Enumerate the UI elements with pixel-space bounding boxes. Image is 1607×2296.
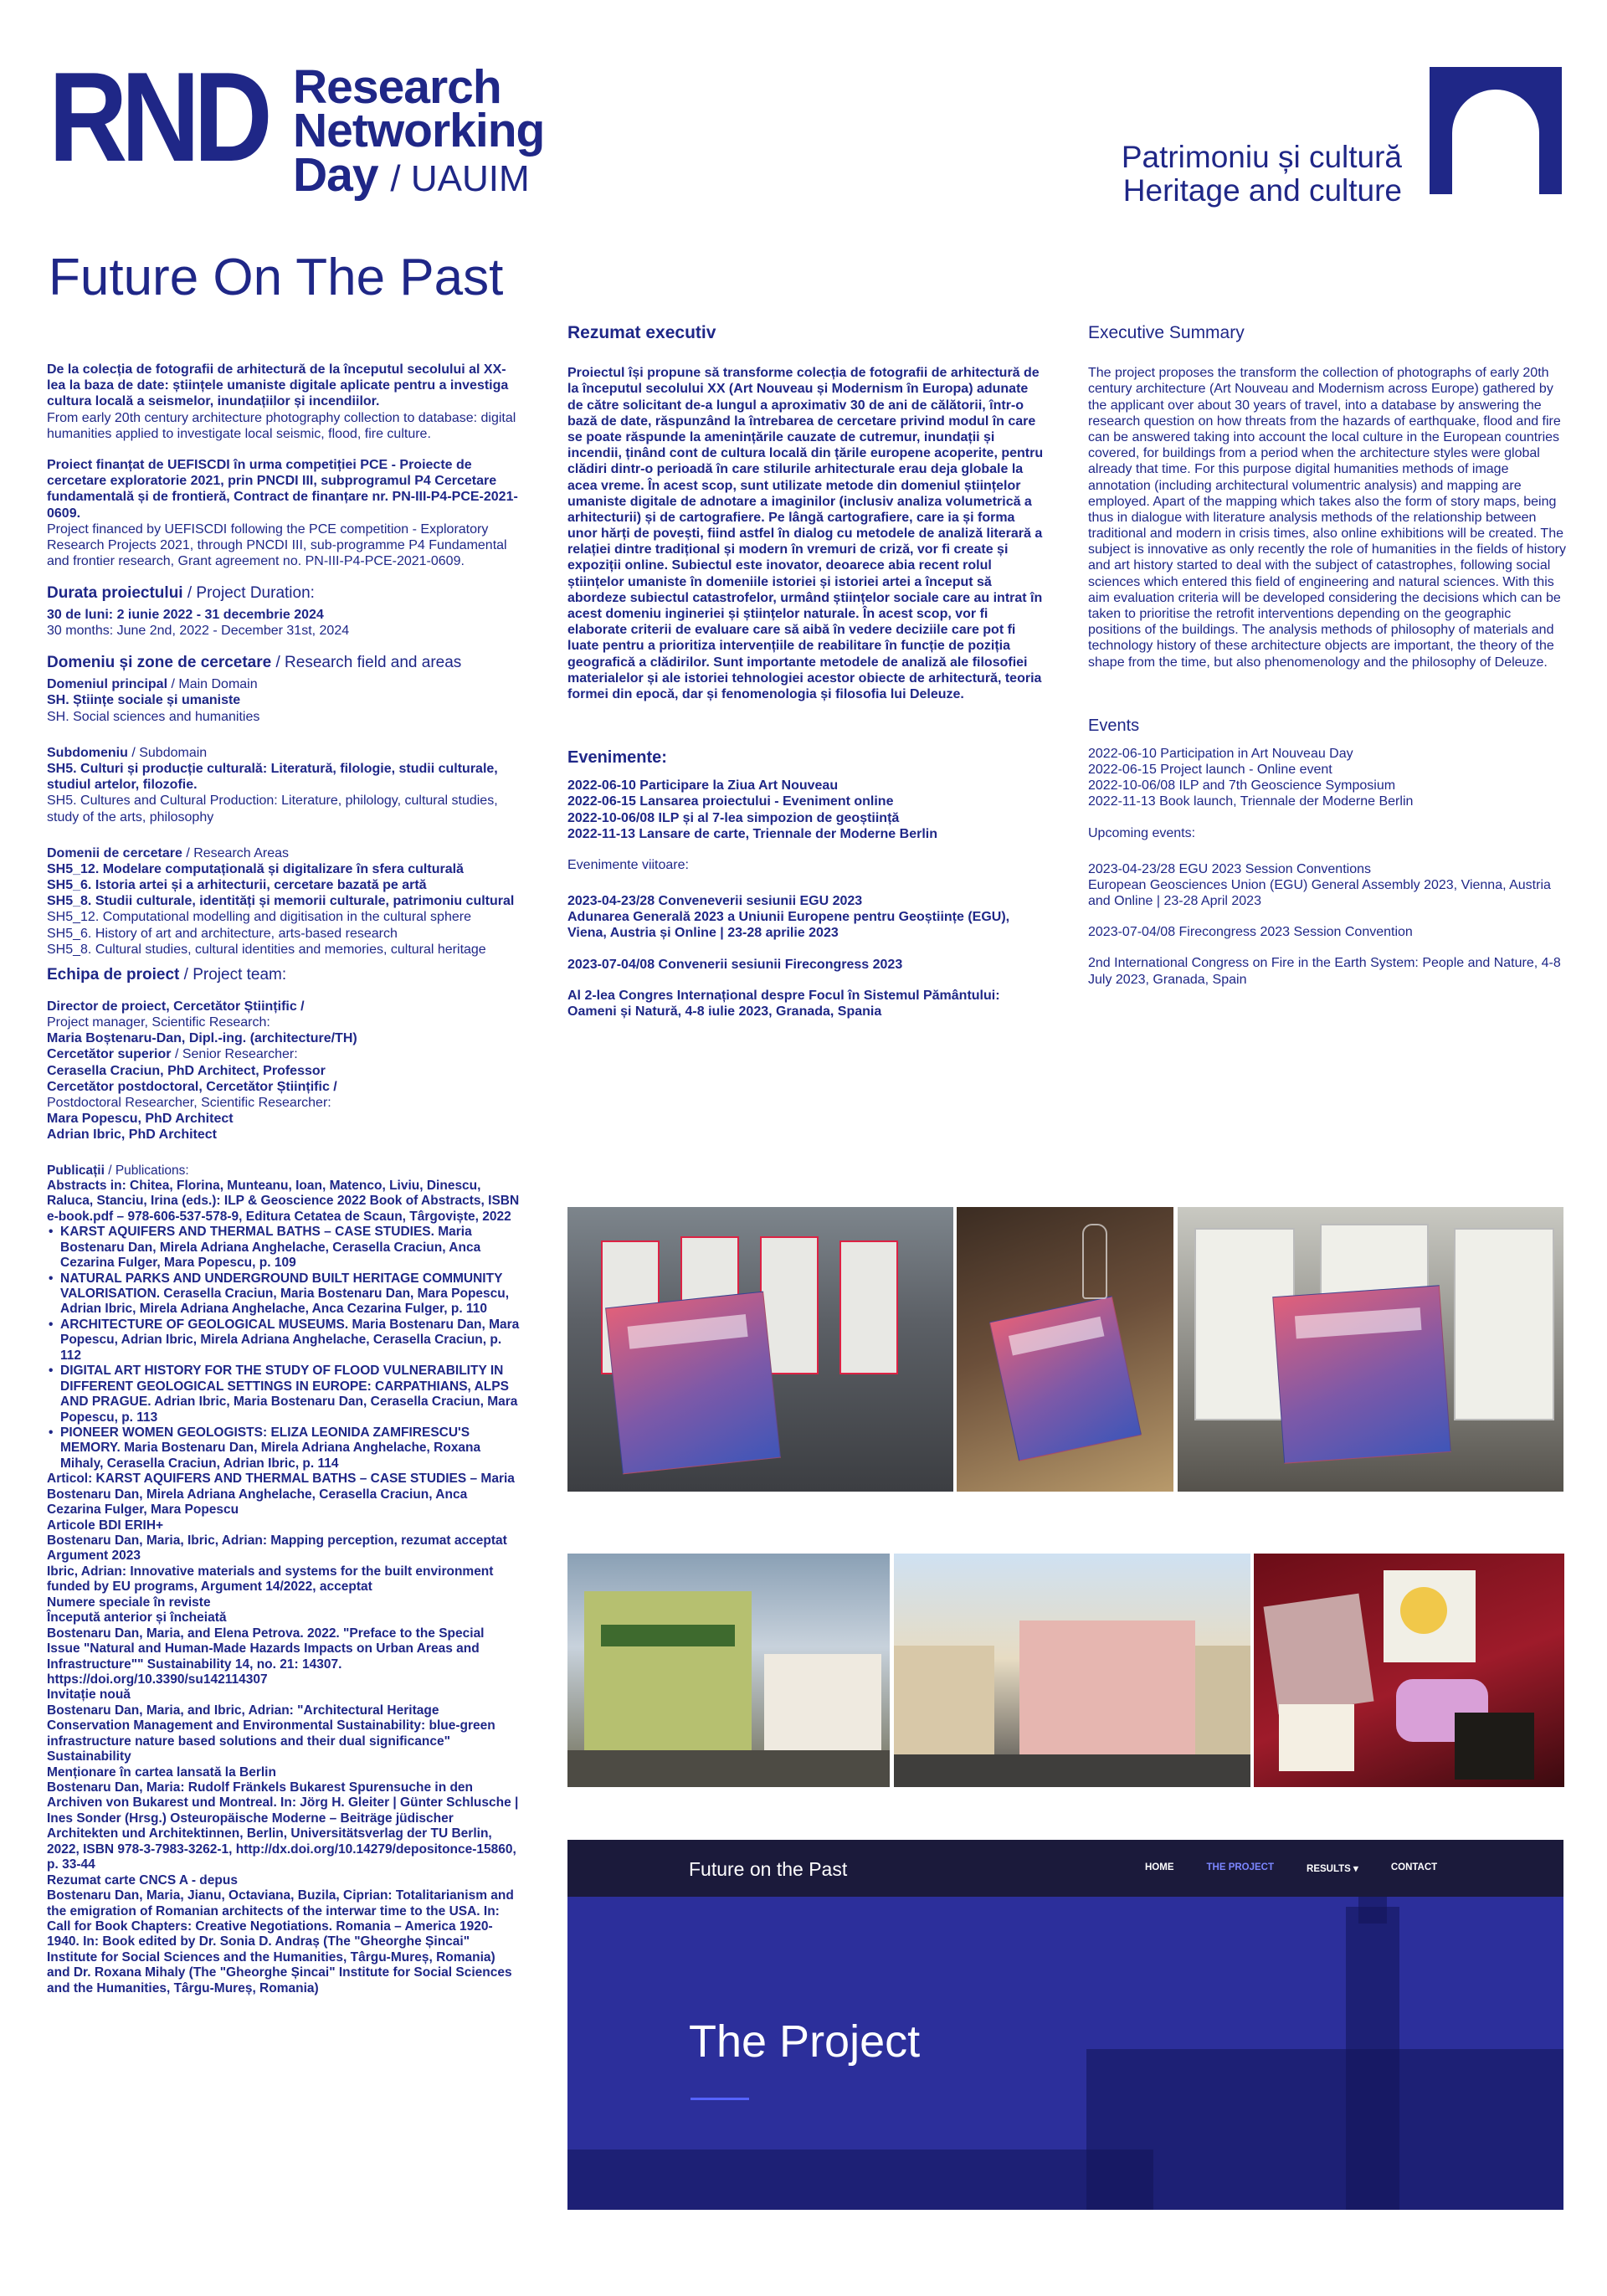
- events-title-en: Events: [1088, 716, 1140, 735]
- brand-suffix: / UAUIM: [390, 157, 530, 199]
- team-label-en: / Project team:: [183, 966, 287, 984]
- pub-label-en: / Publications:: [108, 1163, 189, 1178]
- area-ro: SH5_6. Istoria artei și a arhitecturii, cercetare bazată pe artă: [47, 878, 427, 893]
- pub-entry: Menționare în cartea lansată la Berlin: [47, 1764, 276, 1780]
- subdomain-label-en: / Subdomain: [131, 745, 208, 760]
- area-ro: SH5_8. Studii culturale, identități și memorii culturale, patrimoniu cultural: [47, 894, 515, 909]
- main-domain-ro: SH. Științe sociale și umaniste: [47, 693, 241, 708]
- event-item-ro: 2022-06-10 Participare la Ziua Art Nouveau: [567, 778, 839, 794]
- summary-en: The project proposes the transform the collection of photographs of early 20th century architecture (Art Nouveau and Modernism across Europe) gathered by the applicant over about 30 years of travel, into a database by answering the research question on how threats from the hazards of earthquake, flood and fire can be answered taking into account the local culture in the European countries covered, for buildings from a period when the architecture styles were global already that time. For this purpose digital humanities methods of image annotation (including architectural volumentric analysis) and mapping are employed. Apart of the mapping which takes also the form of story maps, being thus in dialogue with literature analysis methods of the relationship between traditional and modern in crisis times, also online exhibitions will be created. The subject is innovative as only recently the role of humanities in the fields of history and art history started to deal with the subject of catastrophes, following social sciences which entered this field of engineering and natural sciences. With this aim evaluation criteria will be developed considering the decisions which can be taken to prioritise the retrofit interventions depending on the geographic positions of the buildings. The analysis methods of philosophy of materials and technology history of these architecture objects are important, the theory of the shape from the time, but also phenomenology and the philosophy of Deleuze.: [1088, 366, 1566, 670]
- director-name: Maria Boștenaru-Dan, Dipl.-ing. (architecture/TH): [47, 1031, 357, 1046]
- director-role-en: Project manager, Scientific Research:: [47, 1015, 270, 1030]
- event-item-ro: 2022-06-15 Lansarea proiectului - Eveniment online: [567, 794, 894, 809]
- funding-en: Project financed by UEFISCDI following the PCE competition - Exploratory Research Projects 2021, through PNCDI III, sub-programme P4 Fundamental and frontier research, Grant agreement no. PN-III-P4-PCE-2021-0609.: [47, 521, 507, 569]
- pub-list-item: • DIGITAL ART HISTORY FOR THE STUDY OF FLOOD VULNERABILITY IN DIFFERENT GEOLOGICAL SETTINGS IN EUROPE: CARPATHIANS, ALPS AND PRAGUE. Adrian Ibric, Maria Bostenaru Dan, Cerasella Craciun, Mara Popescu, p. 113: [47, 1364, 520, 1425]
- subdomain-label-ro: Subdomeniu: [47, 745, 128, 760]
- photo-exhibition-book: [567, 1207, 953, 1492]
- pub-list-item: • ARCHITECTURE OF GEOLOGICAL MUSEUMS. Maria Bostenaru Dan, Mara Popescu, Adrian Ibric, Mirela Adriana Anghelache, Cerasella Craciun, p. 112: [47, 1318, 520, 1364]
- upcoming-item-en: 2023-07-04/08 Firecongress 2023 Session Convention: [1088, 925, 1413, 940]
- summary-ro: Proiectul își propune să transforme colecția de fotografii de arhitectură de la începutul secolului XX (Art Nouveau și Modernism în Europa) adunate de către solicitant de-a lungul a aproximativ 30 de ani de călătorii, într-o bază de date, răspunzând la întrebarea de cercetare privind modul în care se poate răspunde la amenințările cauzate de cutremur, inundații și incendii, ținând cont de cultura locală din țările europene acoperite, pentru clădiri dintr-o perioadă în care stilurile arhitecturale erau deja globale la acea vreme. În acest scop, sunt utilizate metode din domeniul științelor umaniste digitale de adnotare a imaginilor (inclusiv analiza volumetrică a arhitecturii) și de cartografiere. Pe lângă cartografiere, care ia și forma unor hărți de povești, fiind astfel în dialog cu metodele de analiză literară a relației dintre tradițional și modern în vremuri de criză, vor fi create și expoziții online. Subiectul este inovator, deoarece abia recent rolul științelor umaniste în domeniile istoriei și istoriei artei a început să abordeze subiectul catastrofelor, urmând științelor sociale care au intrat în acest domeniu ingineriei și științelor naturale. În acest scop, vor fi elaborate criterii de evaluare care să aibă în vedere deciziile care pot fi luate pentru a prioritiza intervențiile de reabilitare în funcție de poziția geografică a clădirilor. Sunt importante metodele de analiză ale filosofiei materialelor și ale istoriei tehnologiei acestor obiecte de arhitectură, teoria formei din epocă, dar și fenomenologia și filosofia lui Deleuze.: [567, 366, 1044, 701]
- pub-list-item: • NATURAL PARKS AND UNDERGROUND BUILT HERITAGE COMMUNITY VALORISATION. Cerasella Craciun, Maria Bostenaru Dan, Mara Popescu, Adrian Ibric, Mirela Adriana Anghelache, Anca Cezarina Fulger, p. 110: [47, 1271, 520, 1318]
- main-domain-label-ro: Domeniul principal: [47, 677, 168, 692]
- areas-label-en: / Research Areas: [186, 845, 290, 860]
- events-title-ro: Evenimente:: [567, 748, 667, 768]
- event-item-en: 2022-06-15 Project launch - Online event: [1088, 762, 1332, 777]
- heritage-arch-icon: [1430, 67, 1562, 194]
- theme-label: [1122, 141, 1402, 208]
- photo-book-panels: [1178, 1207, 1563, 1492]
- pub-entry: Rezumat carte CNCS A - depus: [47, 1872, 238, 1888]
- funding-ro: Proiect finanțat de UEFISCDI în urma competiției PCE - Proiecte de cercetare exploratorie 2021, prin PNCDI III, subprogramul P4 Cercetare fundamentală și de frontieră, Contract de finanțare nr. PN-III-P4-PCE-2021-0609.: [47, 457, 518, 521]
- website-brand[interactable]: Future on the Past: [689, 1858, 848, 1880]
- event-item-en: 2022-06-10 Participation in Art Nouveau Day: [1088, 746, 1353, 761]
- field-label-ro: Domeniu și zone de cercetare: [47, 654, 272, 672]
- nav-home[interactable]: HOME: [1145, 1862, 1174, 1872]
- duration-en: 30 months: June 2nd, 2022 - December 31st, 2024: [47, 624, 350, 639]
- pub-entry: Bostenaru Dan, Maria, Ibric, Adrian: Mapping perception, rezumat acceptat Argument 2023: [47, 1533, 507, 1564]
- pub-entry: Bostenaru Dan, Maria, and Ibric, Adrian: "Architectural Heritage Conservation Management and Environmental Sustainability: blue-green infrastructure nature based solutions and their dual significance" Sustainability: [47, 1703, 495, 1764]
- heading-underline: [691, 2098, 749, 2100]
- duration-label-en: / Project Duration:: [187, 584, 315, 603]
- areas-label-ro: Domenii de cercetare: [47, 845, 182, 860]
- photo-objects-on-table: [1254, 1554, 1564, 1787]
- photo-book-wine: [957, 1207, 1173, 1492]
- photo-art-nouveau-building: [567, 1554, 890, 1787]
- upcoming-item-ro: Adunarea Generală 2023 a Uniunii Europene pentru Geoștiințe (EGU), Viena, Austria și Online | 23-28 aprilie 2023: [567, 910, 1010, 941]
- upcoming-title-ro: Evenimente viitoare:: [567, 857, 689, 872]
- intro-ro: De la colecția de fotografii de arhitectură de la începutul secolului al XX-lea la baza de date: științele umaniste digitale aplicate pentru a investiga cultura locală a seismelor, inundațiilor și incendiilor.: [47, 362, 509, 409]
- pub-entry: Începută anterior și încheiată: [47, 1610, 227, 1626]
- nav-contact[interactable]: CONTACT: [1390, 1862, 1438, 1872]
- upcoming-item-en: 2023-04-23/28 EGU 2023 Session Conventions: [1088, 861, 1371, 876]
- event-item-en: 2022-10-06/08 ILP and 7th Geoscience Symposium: [1088, 778, 1396, 794]
- brand-rnd: RND: [49, 46, 266, 188]
- photo-street-view: [894, 1554, 1250, 1787]
- upcoming-item-ro: 2023-07-04/08 Convenerii sesiunii Firecongress 2023: [567, 957, 903, 972]
- main-domain-en: SH. Social sciences and humanities: [47, 709, 260, 724]
- summary-title-ro: Rezumat executiv: [567, 323, 716, 342]
- main-domain-label-en: / Main Domain: [171, 677, 258, 692]
- brand-line-networking: Networking: [293, 104, 545, 158]
- team-label-ro: Echipa de proiect: [47, 966, 180, 984]
- pub-list-item: • KARST AQUIFERS AND THERMAL BATHS – CASE STUDIES. Maria Bostenaru Dan, Mirela Adriana Anghelache, Cerasella Craciun, Anca Cezarina Fulger, Mara Popescu, p. 109: [47, 1225, 520, 1271]
- brand-line-day: Day: [293, 147, 378, 202]
- pub-entry: Articole BDI ERIH+: [47, 1518, 164, 1533]
- area-ro: SH5_12. Modelare computațională și digitalizare în sfera culturală: [47, 861, 464, 876]
- nav-results[interactable]: RESULTS ▾: [1307, 1864, 1358, 1874]
- upcoming-item-en: European Geosciences Union (EGU) General Assembly 2023, Vienna, Austria and Online | 23-28 April 2023: [1088, 877, 1551, 909]
- brand-line-research: Research: [293, 60, 501, 114]
- right-column: [1088, 322, 1567, 988]
- summary-title-en: Executive Summary: [1088, 323, 1245, 342]
- pub-entry: Ibric, Adrian: Innovative materials and systems for the built environment funded by EU programs, Argument 14/2022, acceptat: [47, 1564, 494, 1595]
- brand-words: [293, 60, 545, 202]
- area-en: SH5_12. Computational modelling and digitisation in the cultural sphere: [47, 910, 471, 925]
- duration-label-ro: Durata proiectului: [47, 584, 183, 603]
- postdoc-name: Adrian Ibric, PhD Architect: [47, 1127, 217, 1143]
- chevron-down-icon: ▾: [1353, 1864, 1358, 1874]
- pub-entry: Bostenaru Dan, Maria, Jianu, Octaviana, Buzila, Ciprian: Totalitarianism and the emigration of Romanian architects of the interwar time to the USA. In: Call for Book Chapters: Creative Negotiations. Romania – America 1920-1940. In: Book edited by Dr. Sonia D. Andraș (The "Gheorghe Șincai" Institute for Social Sciences and the Humanities, Târgu-Mureș, Romania) and Dr. Roxana Mihaly (The "Gheorghe Șincai" Institute for Social Sciences and the Humanities, Târgu-Mureș, Romania): [47, 1888, 514, 1996]
- middle-column: [567, 322, 1046, 1020]
- pub-entry: Bostenaru Dan, Maria, and Elena Petrova. 2022. "Preface to the Special Issue "Natural and Human-Made Hazards Impacts on Urban Areas and Infrastructure"" Sustainability 14, no. 21: 14307. https://doi.org/10.3390/su142114307: [47, 1626, 485, 1687]
- senior-name: Cerasella Craciun, PhD Architect, Professor: [47, 1063, 326, 1078]
- area-en: SH5_6. History of art and architecture, arts-based research: [47, 926, 398, 941]
- theme-ro: Patrimoniu și cultură: [1121, 140, 1402, 174]
- postdoc-role-ro: Cercetător postdoctoral, Cercetător Științific /: [47, 1079, 337, 1094]
- website-screenshot: [567, 1840, 1563, 2210]
- website-menu: [1145, 1862, 1437, 1874]
- theme-en: Heritage and culture: [1122, 172, 1402, 208]
- event-item-ro: 2022-11-13 Lansare de carte, Triennale der Moderne Berlin: [567, 826, 937, 841]
- senior-role-ro: Cercetător superior: [47, 1047, 172, 1062]
- upcoming-title-en: Upcoming events:: [1088, 825, 1196, 840]
- pub-entry: Numere speciale în reviste: [47, 1595, 211, 1610]
- event-item-ro: 2022-10-06/08 ILP și al 7-lea simpozion de geoștiință: [567, 810, 900, 825]
- intro-en: From early 20th century architecture photography collection to database: digital humanities applied to investigate local seismic, flood, fire culture.: [47, 410, 516, 441]
- pub-list-item: • PIONEER WOMEN GEOLOGISTS: ELIZA LEONIDA ZAMFIRESCU'S MEMORY. Maria Bostenaru Dan, Mirela Adriana Anghelache, Roxana Mihaly, Cerasella Craciun, Adrian Ibric, p. 114: [47, 1425, 520, 1472]
- left-column: [47, 362, 520, 1996]
- website-navbar: [567, 1840, 1563, 1897]
- duration-ro: 30 de luni: 2 iunie 2022 - 31 decembrie 2024: [47, 608, 324, 623]
- subdomain-ro: SH5. Culturi și producție culturală: Literatură, filologie, studii culturale, studiul artelor, filozofie.: [47, 761, 498, 793]
- upcoming-item-en: 2nd International Congress on Fire in the Earth System: People and Nature, 4-8 July 2023, Granada, Spain: [1088, 956, 1561, 987]
- director-role-ro: Director de proiect, Cercetător Științific /: [47, 999, 305, 1014]
- pub-entry: Bostenaru Dan, Maria: Rudolf Fränkels Bukarest Spurensuche in den Archiven von Bukarest und Montreal. In: Jörg H. Gleiter | Günter Schlusche | Ines Sonder (Hrsg.) Osteuropäische Moderne – Beiträge jüdischer Architekten und Architektinnen, Berlin, Universitätsverlag der TU Berlin, 2022, ISBN 978-3-7983-3262-1, http://dx.doi.org/10.14279/depositonce-15860, p. 33-44: [47, 1780, 519, 1872]
- page-title: Future On The Past: [49, 249, 504, 306]
- postdoc-role-en: Postdoctoral Researcher, Scientific Researcher:: [47, 1095, 331, 1110]
- field-label-en: / Research field and areas: [275, 654, 462, 672]
- pub-label-ro: Publicații: [47, 1163, 105, 1178]
- upcoming-item-ro: 2023-04-23/28 Conveneverii sesiunii EGU 2023: [567, 894, 863, 909]
- subdomain-en: SH5. Cultures and Cultural Production: Literature, philology, cultural studies, study of the arts, philosophy: [47, 794, 498, 824]
- pub-intro: Abstracts in: Chitea, Florina, Munteanu, Ioan, Matenco, Liviu, Dinescu, Raluca, Stanciu, Irina (eds.): ILP & Geoscience 2022 Book of Abstracts, ISBN e-book.pdf – 978-606-537-578-9, Editura Cetatea de Scaun, Târgoviște, 2022: [47, 1178, 520, 1224]
- website-heading: The Project: [689, 2016, 921, 2067]
- event-item-en: 2022-11-13 Book launch, Triennale der Moderne Berlin: [1088, 794, 1414, 809]
- area-en: SH5_8. Cultural studies, cultural identities and memories, cultural heritage: [47, 942, 486, 957]
- publications: [47, 1163, 520, 1997]
- pub-entry: Invitație nouă: [47, 1687, 131, 1703]
- pub-entry: Articol: KARST AQUIFERS AND THERMAL BATHS – CASE STUDIES – Maria Bostenaru Dan, Mirela Adriana Anghelache, Cerasella Craciun, Anca Cezarina Fulger, Mara Popescu: [47, 1472, 515, 1518]
- senior-role-en: / Senior Researcher:: [174, 1047, 298, 1062]
- brand-logo: [49, 46, 545, 202]
- postdoc-name: Mara Popescu, PhD Architect: [47, 1112, 234, 1127]
- upcoming-item-ro: Al 2-lea Congres Internațional despre Focul în Sistemul Pământului: Oameni și Natură, 4-8 iulie 2023, Granada, Spania: [567, 988, 1000, 1019]
- nav-the-project[interactable]: THE PROJECT: [1206, 1862, 1275, 1872]
